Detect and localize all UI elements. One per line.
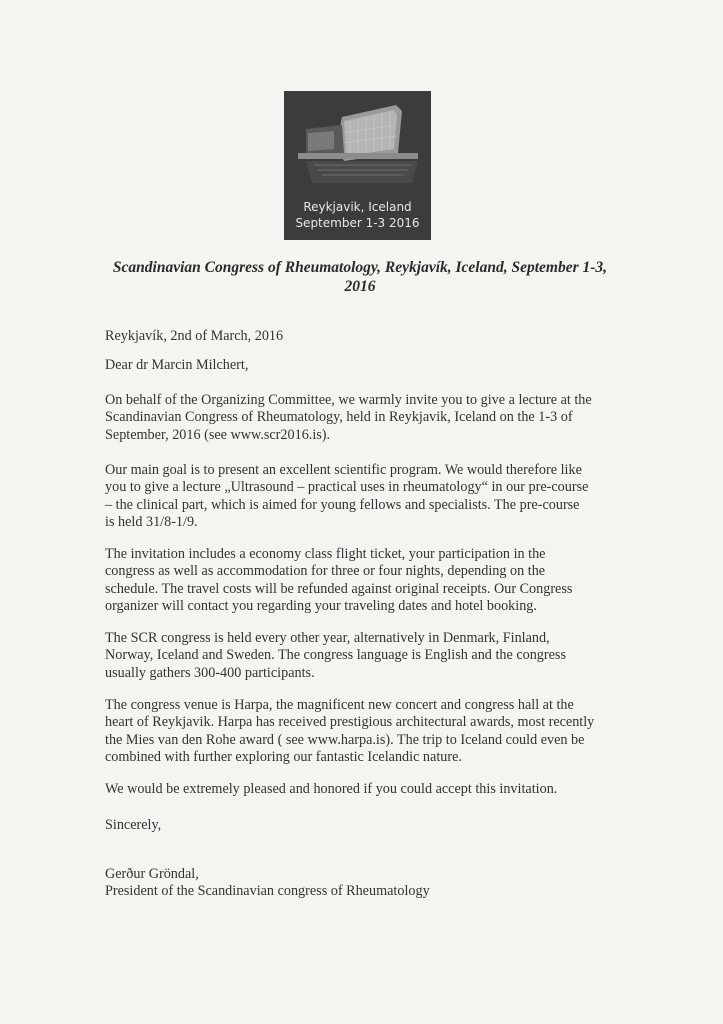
paragraph-line: September, 2016 (see www.scr2016.is). <box>105 426 331 443</box>
paragraph-line: schedule. The travel costs will be refunded against original receipts. Our Congress <box>105 580 573 597</box>
logo-location-text: Reykjavik, Iceland <box>303 200 412 214</box>
letter-date: Reykjavík, 2nd of March, 2016 <box>105 328 284 344</box>
congress-logo <box>284 91 431 240</box>
title-line: Scandinavian Congress of Rheumatology, Reykjavík, Iceland, September 1-3, <box>112 259 608 276</box>
paragraph-line: Scandinavian Congress of Rheumatology, held in Reykjavik, Iceland on the 1-3 of <box>105 409 573 426</box>
paragraph-line: combined with further exploring our fantastic Icelandic nature. <box>105 749 462 766</box>
paragraph-travel <box>105 546 625 616</box>
signature-title: President of the Scandinavian congress of Rheumatology <box>105 883 430 899</box>
paragraph-line: The SCR congress is held every other year, alternatively in Denmark, Finland, <box>105 630 550 646</box>
paragraph-invitation <box>105 392 625 444</box>
salutation: Dear dr Marcin Milchert, <box>105 357 249 373</box>
paragraph-line: Our main goal is to present an excellent scientific program. We would therefore like <box>105 462 582 478</box>
paragraph-line: The invitation includes a economy class flight ticket, your participation in the <box>105 546 546 562</box>
paragraph-line: organizer will contact you regarding your traveling dates and hotel booking. <box>105 598 537 615</box>
paragraph-line: The congress venue is Harpa, the magnificent new concert and congress hall at the <box>105 697 574 713</box>
congress-title <box>90 258 630 296</box>
paragraph-line: heart of Reykjavik. Harpa has received prestigious architectural awards, most recently <box>105 714 595 731</box>
closing: Sincerely, <box>105 817 162 833</box>
paragraph-line: usually gathers 300-400 participants. <box>105 664 315 681</box>
paragraph-line: – the clinical part, which is aimed for young fellows and specialists. The pre-course <box>105 496 580 513</box>
logo-date-text: September 1-3 2016 <box>295 216 420 230</box>
paragraph-line: On behalf of the Organizing Committee, we warmly invite you to give a lecture at the <box>105 392 592 408</box>
paragraph-line: Norway, Iceland and Sweden. The congress language is English and the congress <box>105 647 566 664</box>
paragraph-program <box>105 462 625 532</box>
title-line: 2016 <box>344 278 376 295</box>
signature-name: Gerður Gröndal, <box>105 866 199 882</box>
paragraph-line: is held 31/8-1/9. <box>105 514 198 531</box>
paragraph-line: you to give a lecture „Ultrasound – practical uses in rheumatology“ in our pre-course <box>105 479 589 496</box>
paragraph-about-scr <box>105 630 625 682</box>
paragraph-line: the Mies van den Rohe award ( see www.harpa.is). The trip to Iceland could even be <box>105 731 585 748</box>
paragraph-closing-remark <box>105 781 625 798</box>
paragraph-venue <box>105 697 625 767</box>
paragraph-line: congress as well as accommodation for three or four nights, depending on the <box>105 563 546 580</box>
paragraph-line: We would be extremely pleased and honored if you could accept this invitation. <box>105 781 558 797</box>
